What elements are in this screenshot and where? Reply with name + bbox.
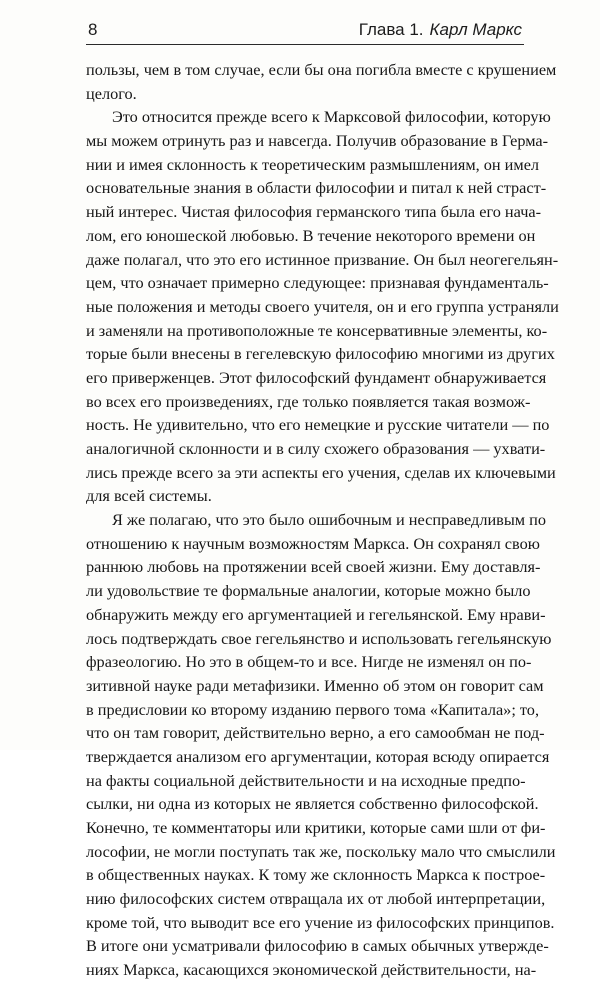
paragraph — [86, 508, 556, 982]
paragraph — [86, 58, 557, 105]
text-line: лось подтверждать свое гегельянство и использовать гегельянскую — [86, 628, 552, 648]
text-line: лом, его юношеской любовью. В течение некоторого времени он — [86, 225, 536, 245]
text-line: обнаружить между его аргументацией и гегельянской. Ему нрави- — [86, 604, 546, 624]
text-line: ный интерес. Чистая философия германского типа была его нача- — [86, 202, 542, 222]
chapter-label: Глава 1. — [358, 20, 424, 39]
text-line: ли удовольствие те формальные аналогии, которые можно было — [86, 581, 531, 601]
text-line: в предисловии ко второму изданию первого тома «Капитала»; то, — [86, 699, 540, 719]
text-line: отношению к научным возможностям Маркса. Он сохранял свою — [86, 533, 540, 553]
text-line: его приверженцев. Этот философский фундамент обнаруживается — [86, 367, 547, 387]
running-header — [86, 14, 524, 45]
text-line: на факты социальной действительности и на исходные предпо- — [86, 770, 526, 790]
text-line: цем, что означает примерно следующее: признавая фундаменталь- — [86, 273, 549, 293]
text-line: Это относится прежде всего к Марксовой философии, которую — [112, 107, 551, 127]
text-line: во всех его произведениях, где только появляется такая возмож- — [86, 391, 531, 411]
text-line: основательные знания в области философии и питал к ней страст- — [86, 178, 547, 198]
text-line: В итоге они усматривали философию в самых обычных утвержде- — [86, 936, 549, 956]
text-line: Я же полагаю, что это было ошибочным и несправедливым по — [112, 510, 547, 530]
text-line: лись прежде всего за эти аспекты его учения, сделав их ключевыми — [86, 462, 556, 482]
text-line: тверждается анализом его аргументации, которая всюду опирается — [86, 746, 550, 766]
text-line: нии и имея склонность к теоретическим размышлениям, он имел — [86, 154, 540, 174]
text-line: ниях Маркса, касающихся экономической действительности, на- — [86, 960, 537, 980]
text-line: фразеологию. Но это в общем-то и все. Нигде не изменял он по- — [86, 652, 532, 672]
body-text — [86, 58, 559, 982]
text-line: раннюю любовь на протяжении всей своей жизни. Ему доставля- — [86, 557, 541, 577]
text-line: лософии, не могли поступать так же, поскольку мало что смыслили — [86, 841, 556, 861]
text-line: ные положения и методы своего учителя, он и его группа устраняли — [86, 296, 559, 316]
chapter-name: Карл Маркс — [429, 20, 522, 39]
text-line: аналогичной склонности и в силу схожего образования — ухвати- — [86, 439, 546, 458]
text-line: мы можем отринуть раз и навсегда. Получив образование в Герма- — [86, 131, 549, 151]
text-line: для всей системы. — [86, 486, 212, 506]
text-line: кроме той, что выводит все его учение из философских принципов. — [86, 912, 555, 932]
chapter-title — [359, 20, 522, 40]
page-number: 8 — [88, 20, 98, 39]
text-line: зитивной науке ради метафизики. Именно об этом он говорит сам — [86, 675, 544, 695]
text-line: нию философских систем отвращала их от любой интерпретации, — [86, 889, 546, 909]
text-line: сылки, ни одна из которых не является собственно философской. — [86, 794, 539, 814]
text-line: Конечно, те комментаторы или критики, которые сами шли от фи- — [86, 818, 546, 837]
text-line: что он там говорит, действительно верно, а его самообман не под- — [86, 723, 545, 743]
text-line: даже полагал, что это его истинное призвание. Он был неогегельян- — [86, 249, 559, 269]
text-line: торые были внесены в гегелевскую философию многими из других — [86, 344, 555, 364]
paragraph — [86, 105, 559, 508]
text-line: целого. — [86, 83, 137, 103]
text-line: ность. Не удивительно, что его немецкие и русские читатели — по — [86, 415, 550, 435]
text-line: и заменяли на противоположные те консервативные элементы, ко- — [86, 320, 548, 340]
text-line: в общественных науках. К тому же склонность Маркса к построе- — [86, 865, 546, 885]
text-line: пользы, чем в том случае, если бы она погибла вместе с крушением — [86, 60, 557, 79]
